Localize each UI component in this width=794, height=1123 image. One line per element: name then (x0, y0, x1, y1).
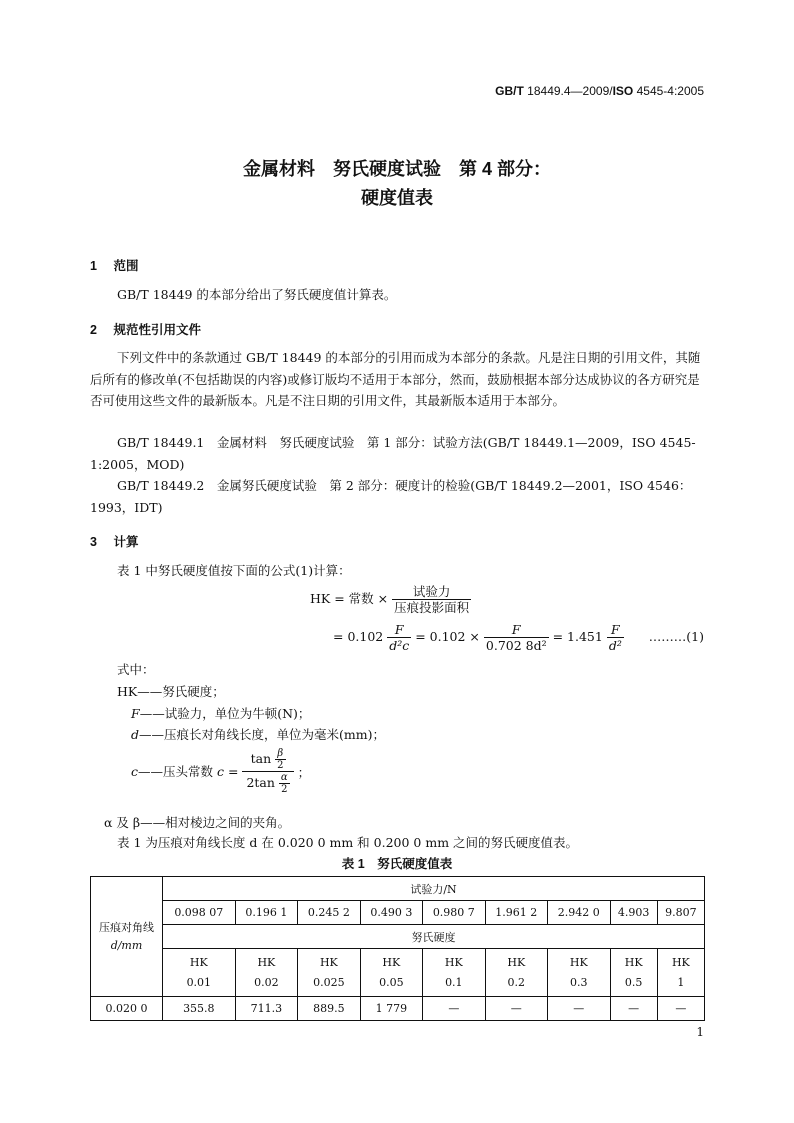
section-2-heading: 2 规范性引用文件 (90, 323, 201, 337)
def-force: F——试验力，单位为牛顿(N)； (131, 706, 311, 721)
hardness-value: — (548, 997, 610, 1021)
scale-cell: HK 0.025 (298, 949, 360, 997)
document-title: 金属材料 努氏硬度试验 第 4 部分： (242, 159, 551, 179)
hardness-table (90, 876, 705, 1021)
equation-number: ………(1) (648, 629, 704, 644)
formula-line-1: HK = 常数 × $\frac{\text{试验力}}{\text{压痕投影面积}}$ (310, 584, 470, 615)
diagonal-value: 0.020 0 (91, 997, 163, 1021)
hardness-value: 711.3 (235, 997, 297, 1021)
def-angles: α 及 β——相对棱边之间的夹角。 (104, 815, 291, 830)
force-value: 9.807 (657, 901, 704, 925)
formula-intro: 表 1 中努氏硬度值按下面的公式(1)计算： (117, 563, 351, 578)
hardness-value: — (423, 997, 485, 1021)
force-value: 0.490 3 (360, 901, 422, 925)
force-value: 4.903 (610, 901, 657, 925)
hardness-header: 努氏硬度 (163, 925, 705, 949)
scale-cell: HK 0.2 (485, 949, 547, 997)
reference-1: GB/T 18449.1 金属材料 努氏硬度试验 第 1 部分：试验方法(GB/T 18449.1—2009，ISO 4545-1:2005，MOD) (90, 435, 696, 472)
force-value: 2.942 0 (548, 901, 610, 925)
section-1-text: GB/T 18449 的本部分给出了努氏硬度值计算表。 (117, 287, 397, 302)
scale-cell: HK 0.02 (235, 949, 297, 997)
table-intro: 表 1 为压痕对角线长度 d 在 0.020 0 mm 和 0.200 0 mm 之间的努氏硬度值表。 (117, 835, 579, 850)
document-subtitle: 硬度值表 (361, 188, 433, 208)
force-value: 0.245 2 (298, 901, 360, 925)
row-header-cell: 压痕对角线 d/mm (91, 877, 163, 997)
scale-cell: HK 0.05 (360, 949, 422, 997)
section-3-heading: 3 计算 (90, 535, 139, 549)
hardness-value: — (610, 997, 657, 1021)
def-constant: c——压头常数 c = tan $\frac{\beta}{2}$ 2tan $\frac{\alpha}{2}$ ； (131, 748, 311, 795)
hardness-value: — (657, 997, 704, 1021)
scale-cell: HK 1 (657, 949, 704, 997)
hardness-value: — (485, 997, 547, 1021)
page-number: 1 (696, 1025, 704, 1039)
force-value: 1.961 2 (485, 901, 547, 925)
table-caption: 表 1 努氏硬度值表 (341, 857, 453, 871)
scale-cell: HK 0.1 (423, 949, 485, 997)
formula-line-2: = 0.102 $\frac{F}{\text{d²c}}$ = 0.102 × $\frac{F}{\text{0.702 8d²}}$ = 1.451 $\frac{F}{\text{d²}}$ (333, 622, 622, 653)
scale-cell: HK 0.5 (610, 949, 657, 997)
def-hk: HK——努氏硬度； (117, 684, 225, 699)
reference-2: GB/T 18449.2 金属努氏硬度试验 第 2 部分：硬度计的检验(GB/T 18449.2—2001，ISO 4546：1993，IDT) (90, 478, 692, 515)
force-header: 试验力/N (163, 877, 705, 901)
constant-fraction: tan $\frac{\beta}{2}$ 2tan $\frac{\alpha}{2}$ (242, 748, 293, 795)
where-label: 式中： (117, 662, 155, 677)
force-value: 0.196 1 (235, 901, 297, 925)
hardness-value: 1 779 (360, 997, 422, 1021)
section-1-heading: 1 范围 (90, 259, 139, 273)
hardness-value: 889.5 (298, 997, 360, 1021)
standard-code: GB/T 18449.4—2009/ISO 4545-4:2005 (495, 84, 704, 98)
scale-cell: HK 0.3 (548, 949, 610, 997)
hardness-value: 355.8 (163, 997, 236, 1021)
force-value: 0.980 7 (423, 901, 485, 925)
force-value: 0.098 07 (163, 901, 236, 925)
table-row (91, 997, 705, 1021)
section-2-paragraph: 下列文件中的条款通过 GB/T 18449 的本部分的引用而成为本部分的条款。凡是注日期的引用文件，其随后所有的修改单(不包括勘误的内容)或修订版均不适用于本部分，然而，鼓励根据本部分达成协议的各方研究是否可使用这些文件的最新版本。凡是不注日期的引用文件，其最新版本适用于本部分。 (90, 350, 701, 408)
def-diagonal: d——压痕长对角线长度，单位为毫米(mm)； (131, 727, 385, 742)
scale-cell: HK 0.01 (163, 949, 236, 997)
